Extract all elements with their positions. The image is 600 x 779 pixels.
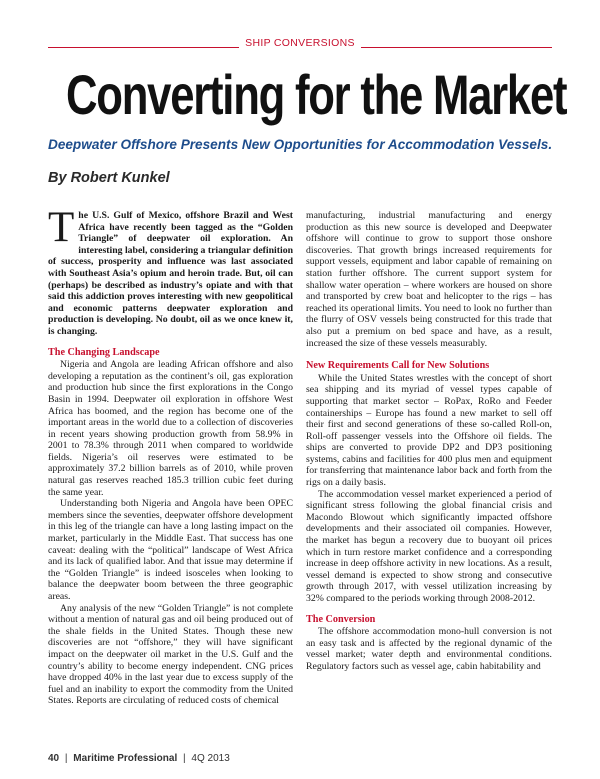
issue-label: 4Q 2013 (191, 753, 230, 764)
article-byline: By Robert Kunkel (48, 170, 170, 186)
body-paragraph: While the United States wrestles with the concept of short sea shipping and its myriad of vessel types capable of supporting that market sector – RoPax, RoRo and Feeder containerships – Europe has found a new market to sell off their first and second generations of these so-called Roll-on, Roll-off passenger vessels into the Offshore oil fields. The ships are converted to provide DP2 and DP3 positioning systems, cabins and facilities for 400 plus men and equipment for transferring that maintenance labor back and forth from the rigs on a daily basis. (306, 372, 552, 489)
drop-cap: T (48, 204, 75, 251)
intro-paragraph (48, 204, 293, 338)
body-paragraph: The accommodation vessel market experienced a period of significant stress following the global financial crisis and Macondo Blowout which significantly impacted offshore developments and their associated oil companies. However, the market has begun a recovery due to buoyant oil prices which in turn restore market confidence and a corresponding increase in deep offshore activity in new locations. As a result, vessel demand is expected to show strong and consecutive growth through 2017, with vessel utilization increasing by 32% compared to the periods working through 2008-2012. (306, 488, 552, 604)
body-paragraph: Any analysis of the new “Golden Triangle” is not complete without a mention of natural gas and oil being produced out of the shale fields in the United States. Though these new discoveries are not “offshore,” they will have significant impact on the deepwater oil market in the U.S. Gulf and the country’s ability to become energy independent. CNG prices have dropped 40% in the last year due to excess supply of the fuel and an inability to export the commodity from the United States. Reports are circulating of reduced costs of chemical (48, 602, 293, 707)
page-footer (48, 753, 230, 764)
section-label (0, 37, 600, 49)
page-number: 40 (48, 753, 60, 764)
footer-separator: | (183, 753, 186, 764)
article-dek: Deepwater Offshore Presents New Opportunities for Accommodation Vessels. (48, 137, 553, 152)
section-label-text: SHIP CONVERSIONS (239, 37, 361, 49)
footer-separator: | (64, 753, 68, 764)
subhead-changing-landscape: The Changing Landscape (48, 346, 160, 358)
body-paragraph: Understanding both Nigeria and Angola have been OPEC members since the seventies, deepwater offshore development in this leg of the triangle can have a long lasting impact on the market, particularly in the Middle East. That success has one caveat: dealing with the “political” landscape of West Africa and its lack of qualified labor. And that issue may determine if the “Golden Triangle” is indeed isosceles when looking to balance the deepwater boom between the three geographic areas. (48, 498, 293, 602)
article-title: Converting for the Market (66, 63, 567, 126)
column-left (48, 204, 293, 707)
publication-name: Maritime Professional (73, 753, 178, 764)
column-right (306, 210, 552, 673)
subhead-new-requirements: New Requirements Call for New Solutions (306, 360, 490, 372)
intro-text: he U.S. Gulf of Mexico, offshore Brazil and West Africa have recently been tagged as the “Golden Triangle” of deepwater oil exploration. An interesting label, considering a triangular definition of success, prosperity and influence was last associated with Southeast Asia’s opium and heroin trade. But, oil can (perhaps) be described as industry’s opiate and with that said this addiction proves interesting with new geopolitical and economic patterns deepwater exploration and production is developing. No doubt, oil as we once knew it, is changing. (48, 210, 293, 337)
body-paragraph: Nigeria and Angola are leading African offshore and also developing a reputation as the continent’s oil, gas exploration and production hub since the first explorations in the Congo Basin in 1994. Deepwater oil exploration in offshore West Africa has boomed, and the region has become one of the important areas in the world due to a collection of discoveries in recent years showing production growth from 58.9% in 2001 to 78.3% through 2011 when compared to worldwide fields. Nigeria’s oil reserves were estimated to be approximately 37.2 billion barrels as of 2010, while proven natural gas reserves reached 185.3 trillion cubic feet during the same year. (48, 359, 293, 498)
subhead-the-conversion: The Conversion (306, 613, 376, 625)
body-paragraph-continued: manufacturing, industrial manufacturing and energy production as this new source is developed and Deepwater offshore will continue to grow to support those onshore discoveries. That growth brings increased requirements for support vessels, equipment and labor capable of remaining on station further offshore. The current support system for shallow water operation – where workers are housed on shore and transported by crew boat and helicopter to the rigs – has reached its operational limits. You need to look no further than the flurry of OSV vessels being constructed for this trade that also put a premium on bed space and have, as a result, increased the size of these vessels measurably. (306, 210, 552, 349)
body-paragraph: The offshore accommodation mono-hull conversion is not an easy task and is affected by the regional dynamic of the vessel market; water depth and environmental conditions. Regulatory factors such as vessel age, cabin habitability and (306, 626, 552, 672)
